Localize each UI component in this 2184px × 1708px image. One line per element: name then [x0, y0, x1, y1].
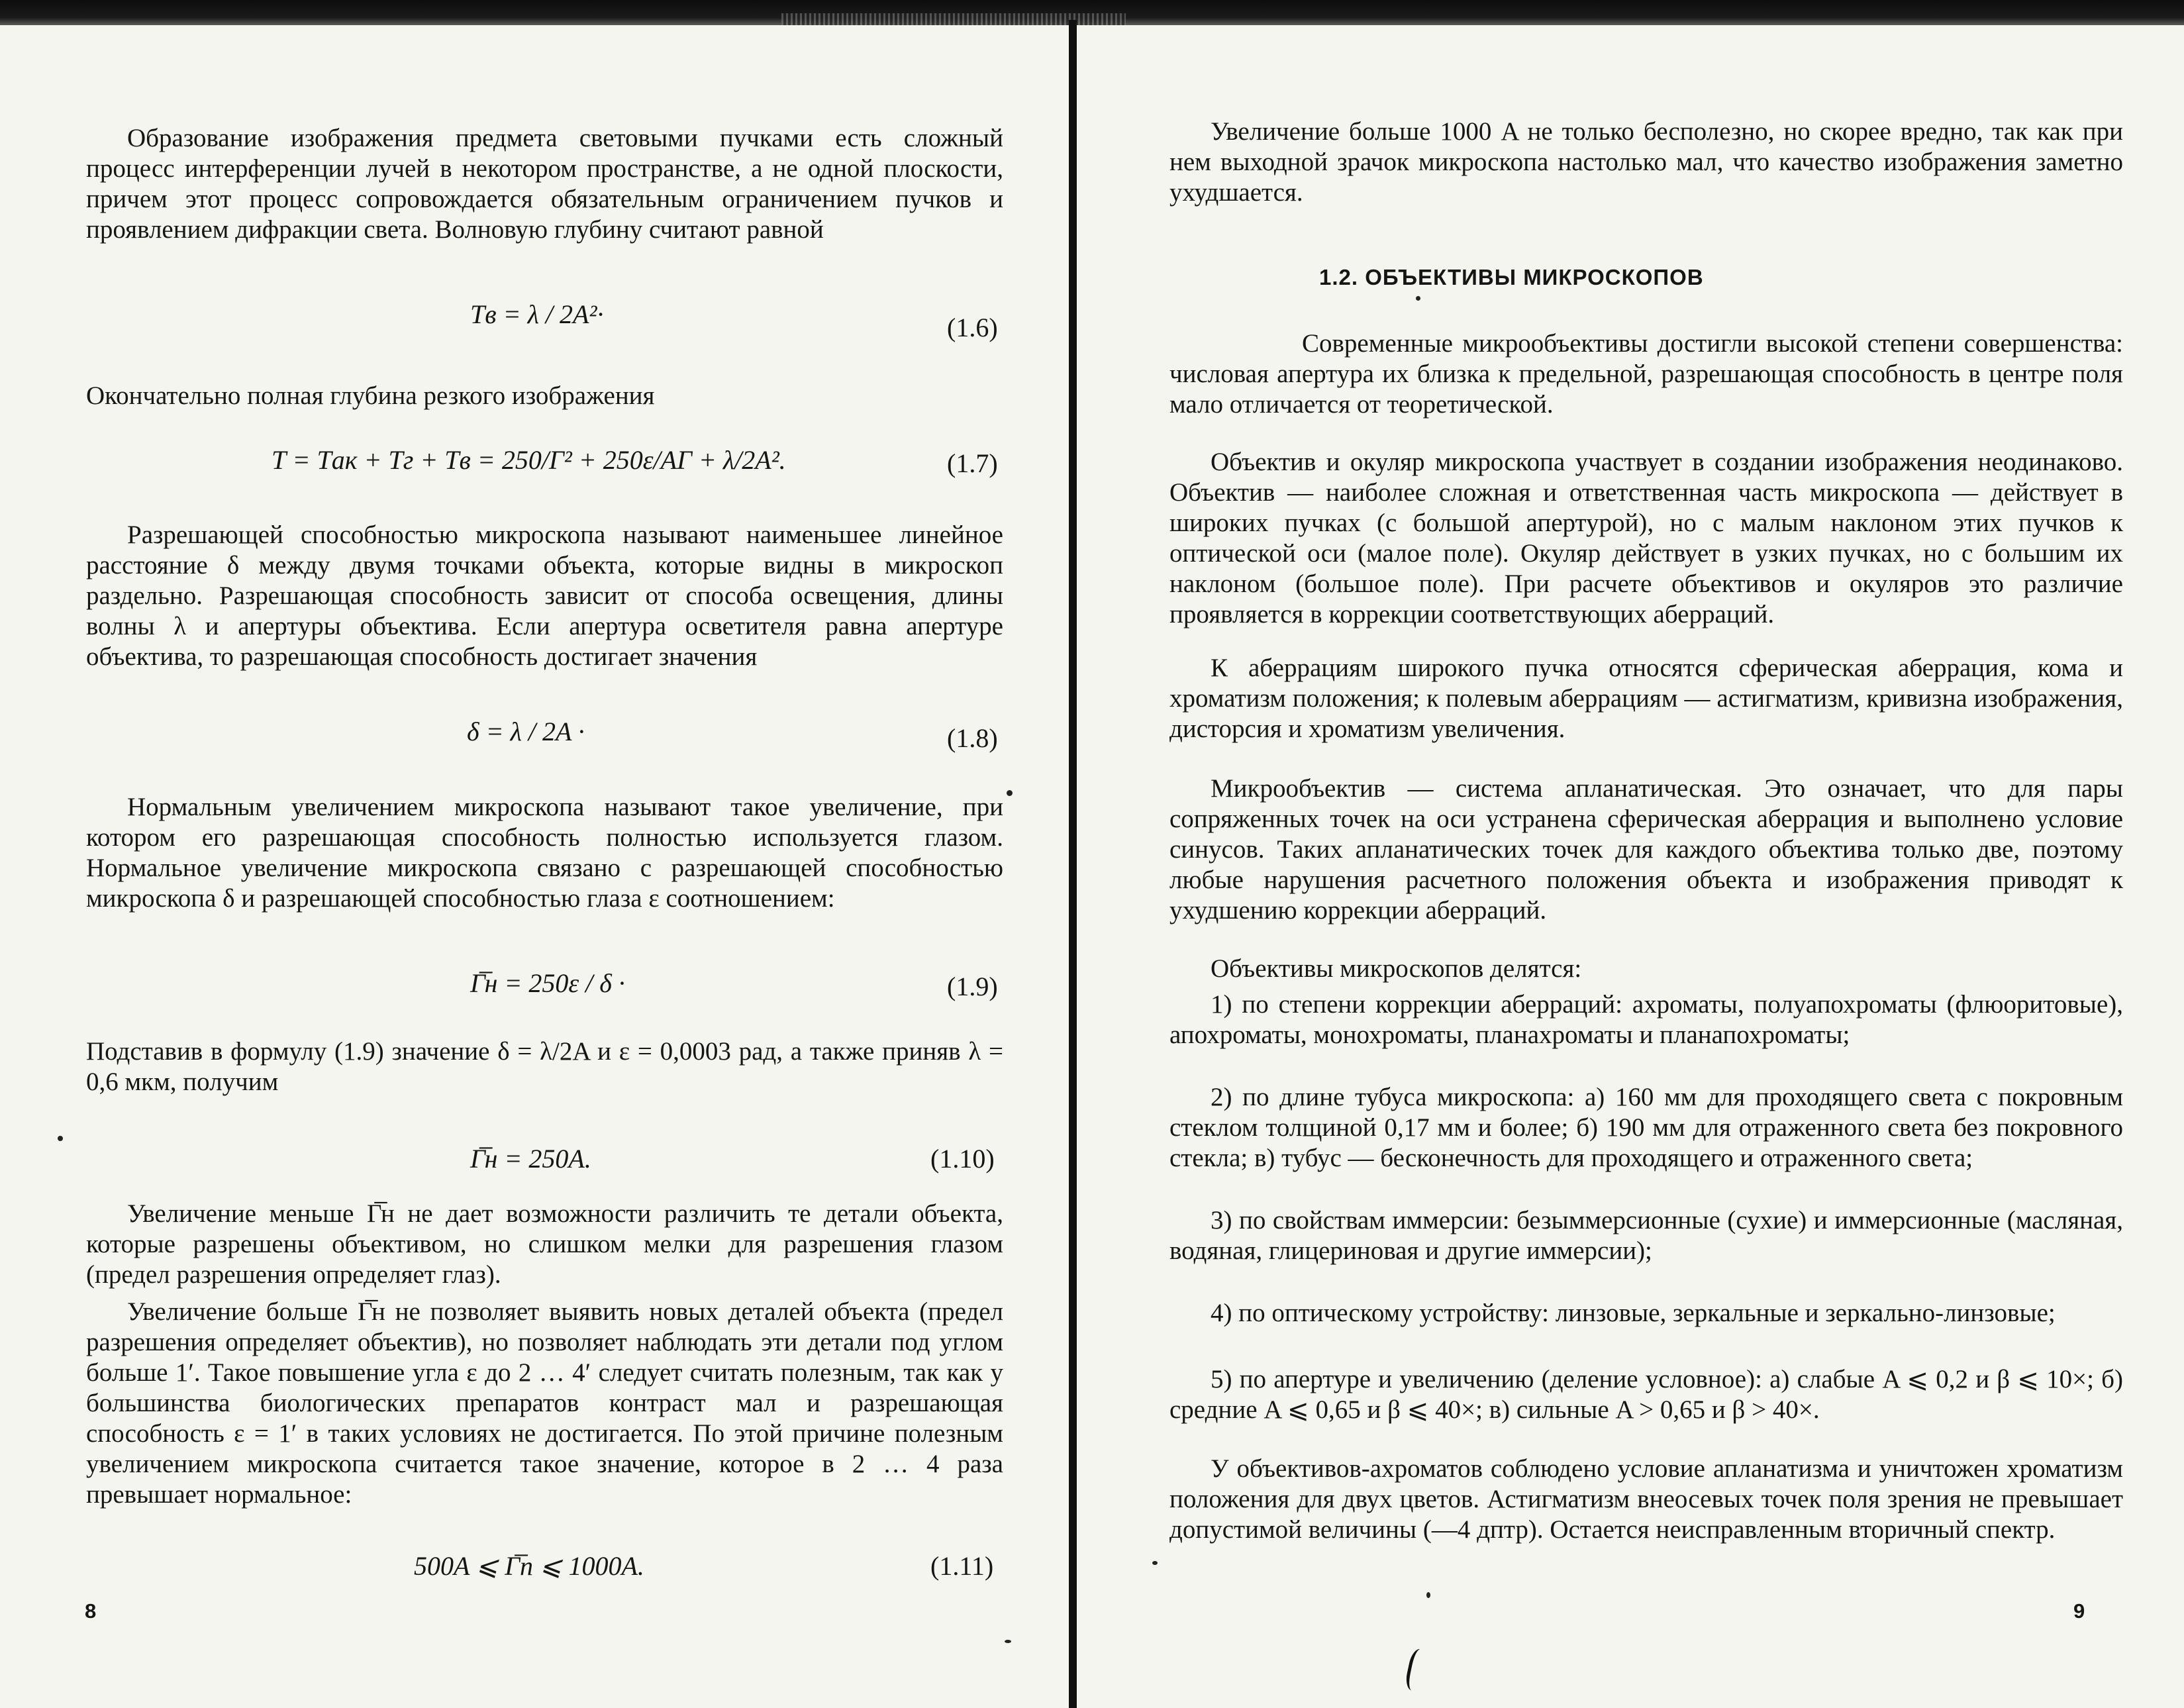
equation-number: (1.11) — [930, 1551, 994, 1581]
left-page — [0, 0, 1069, 1708]
equation-1-9: Г̅н = 250ε / δ · — [470, 968, 625, 998]
list-item: 2) по длине тубуса микроскопа: а) 160 мм для проходящего света с покровным стеклом толщиной 0,17 мм и более; б) 190 мм для отраженного света без покровного стекла; в) тубус — бесконечность для проходящего и отраженного света; — [1169, 1083, 2123, 1172]
paragraph: Микрообъектив — система апланатическая. Это означает, что для пары сопряженных точек на оси устранена сферическая аберрация и выполнено условие синусов. Таких апланатических точек для каждого объектива только две, поэтому любые нарушения расчетного положения объекта и изображения приводят к ухудшению коррекции аберраций. — [1169, 774, 2123, 925]
paragraph: Разрешающей способностью микроскопа называют наименьшее линейное расстояние δ между двумя точками объекта, которые видны в микроскоп раздельно. Разрешающая способность зависит от способа освещения, длины волны λ и апертуры объектива. Если апертура осветителя равна апертуре объектива, то разрешающая способность достигает значения — [86, 521, 1003, 671]
paragraph: Увеличение больше 1000 A не только бесполезно, но скорее вредно, так как при нем выходной зрачок микроскопа настолько мал, что качество изображения заметно ухудшается. — [1169, 117, 2123, 207]
section-heading: 1.2. ОБЪЕКТИВЫ МИКРОСКОПОВ — [1319, 265, 1704, 289]
paragraph: Образование изображения предмета световыми пучками есть сложный процесс интерференции лучей в некотором пространстве, а не одной плоскости, причем этот процесс сопровождается обязательным ограничением пучков и проявлением дифракции света. Волновую глубину считают равной — [86, 124, 1003, 244]
paragraph: У объективов-ахроматов соблюдено условие апланатизма и уничтожен хроматизм положения для двух цветов. Астигматизм внеосевых точек поля зрения не превышает допустимой величины (—4 дптр). Остается неисправленным вторичный спектр. — [1169, 1454, 2123, 1544]
equation-1-6: Tв = λ / 2A²· — [470, 299, 604, 329]
equation-number: (1.9) — [947, 972, 998, 1001]
equation-1-7: T = Tак + Tг + Tв = 250/Г² + 250ε/AГ + λ/2A². — [272, 445, 786, 475]
list-item: 4) по оптическому устройству: линзовые, зеркальные и зеркально-линзовые; — [1211, 1299, 2056, 1327]
equation-1-11: 500A ⩽ Г̅п ⩽ 1000A. — [414, 1551, 644, 1581]
list-item: 1) по степени коррекции аберраций: ахроматы, полуапохроматы (флюоритовые), апохроматы, монохроматы, планахроматы и планапохроматы; — [1169, 990, 2123, 1049]
paragraph: Современные микрообъективы достигли высокой степени совершенства: числовая апертура их близка к предельной, разрешающая способность в центре поля мало отличается от теоретической. — [1169, 329, 2123, 419]
equation-1-8: δ = λ / 2A · — [467, 717, 585, 746]
pen-mark — [1404, 1647, 1433, 1693]
paragraph: Подставив в формулу (1.9) значение δ = λ/2A и ε = 0,0003 рад, а также приняв λ = 0,6 мкм, получим — [86, 1037, 1003, 1096]
ink-speck — [58, 1136, 63, 1141]
paragraph: Увеличение больше Г̅н не позволяет выявить новых деталей объекта (предел разрешения определяет объектив), но позволяет наблюдать эти детали под углом больше 1′. Такое повышение угла ε до 2 … 4′ следует считать полезным, так как у большинства биологических препаратов контраст мал и разрешающая способность ε = 1′ в таких условиях не достигается. По этой причине полезным увеличением микроскопа считается такое значение, которое в 2 … 4 раза превышает нормальное: — [86, 1297, 1003, 1509]
page-number: 9 — [2073, 1599, 2085, 1623]
ink-speck — [1426, 1592, 1430, 1598]
paragraph: К аберрациям широкого пучка относятся сферическая аберрация, кома и хроматизм положения; к полевым аберрациям — астигматизм, кривизна изображения, дисторсия и хроматизм увеличения. — [1169, 654, 2123, 743]
equation-number: (1.10) — [930, 1144, 995, 1174]
paragraph: Нормальным увеличением микроскопа называют такое увеличение, при котором его разрешающая способность полностью используется глазом. Нормальное увеличение микроскопа связано с разрешающей способностью микроскопа δ и разрешающей способностью глаза ε соотношением: — [86, 793, 1003, 913]
paragraph: Окончательно полная глубина резкого изображения — [86, 381, 655, 410]
equation-number: (1.6) — [947, 313, 998, 342]
ink-speck — [1005, 1640, 1011, 1643]
list-item: 5) по апертуре и увеличению (деление условное): а) слабые A ⩽ 0,2 и β ⩽ 10×; б) средние A ⩽ 0,65 и β ⩽ 40×; в) сильные A > 0,65 и β > 40×. — [1169, 1365, 2123, 1424]
equation-number: (1.7) — [947, 448, 998, 478]
ink-speck — [1416, 296, 1420, 301]
paragraph: Увеличение меньше Г̅н не дает возможности различить те детали объекта, которые разрешены объективом, но слишком мелки для разрешения глазом (предел разрешения определяет глаз). — [86, 1199, 1003, 1289]
paragraph: Объектив и окуляр микроскопа участвует в создании изображения неодинаково. Объектив — наиболее сложная и ответственная часть микроскопа — действует в широких пучках (с большой апертурой), но с малым наклоном этих пучков к оптической оси (малое поле). Окуляр действует в узких пучках, но с большим их наклоном (большое поле). При расчете объективов и окуляров это различие проявляется в коррекции соответствующих аберраций. — [1169, 448, 2123, 628]
page-number: 8 — [85, 1599, 97, 1623]
equation-1-10: Г̅н = 250A. — [470, 1144, 591, 1174]
list-item: 3) по свойствам иммерсии: безыммерсионные (сухие) и иммерсионные (масляная, водяная, глицериновая и другие иммерсии); — [1169, 1206, 2123, 1265]
ink-speck — [1152, 1561, 1158, 1565]
right-page — [1077, 0, 2184, 1708]
equation-number: (1.8) — [947, 723, 998, 753]
paragraph: Объективы микроскопов делятся: — [1211, 954, 1582, 983]
ink-speck — [1007, 790, 1013, 796]
book-spine — [1069, 20, 1077, 1708]
